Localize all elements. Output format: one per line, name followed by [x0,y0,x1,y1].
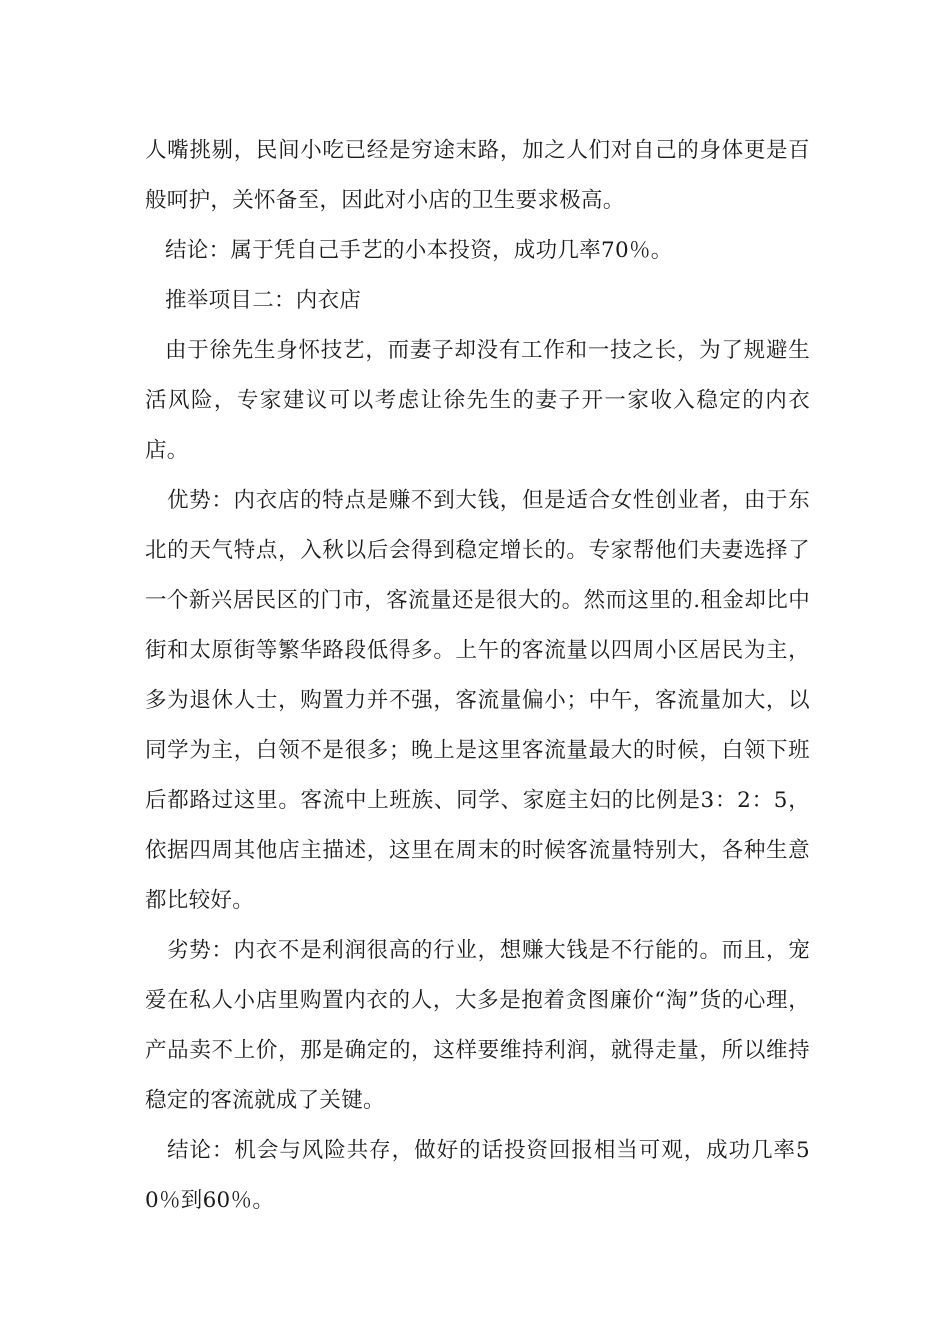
paragraph-hygiene: 人嘴挑剔，民间小吃已经是穷途末路，加之人们对自己的身体更是百般呵护，关怀备至，因此对小店的卫生要求极高。 [145,138,810,213]
document-body [145,126,810,1226]
paragraph-advantages: 优势：内衣店的特点是赚不到大钱，但是适合女性创业者，由于东北的天气特点，入秋以后会得到稳定增长的。专家帮他们夫妻选择了一个新兴居民区的门市，客流量还是很大的。然而这里的.租金却比中街和太原街等繁华路段低得多。上午的客流量以四周小区居民为主，多为退休人士，购置力并不强，客流量偏小；中午，客流量加大，以同学为主，白领不是很多；晚上是这里客流量最大的时候，白领下班后都路过这里。客流中上班族、同学、家庭主妇的比例是3：2：5，依据四周其他店主描述，这里在周末的时候客流量特别大，各种生意都比较好。 [145,488,810,913]
paragraph-conclusion-one: 结论：属于凭自己手艺的小本投资，成功几率70％。 [165,238,673,263]
paragraph-disadvantages: 劣势：内衣不是利润很高的行业，想赚大钱是不行能的。而且，宠爱在私人小店里购置内衣的人，大多是抱着贪图廉价“淘”货的心理，产品卖不上价，那是确定的，这样要维持利润，就得走量，所以维持稳定的客流就成了关键。 [145,938,810,1113]
paragraph-project-two-intro: 由于徐先生身怀技艺，而妻子却没有工作和一技之长，为了规避生活风险，专家建议可以考虑让徐先生的妻子开一家收入稳定的内衣店。 [145,338,810,463]
paragraph-project-two-heading: 推举项目二：内衣店 [165,288,362,313]
paragraph-conclusion-two: 结论：机会与风险共存，做好的话投资回报相当可观，成功几率50％到60％。 [145,1138,810,1213]
